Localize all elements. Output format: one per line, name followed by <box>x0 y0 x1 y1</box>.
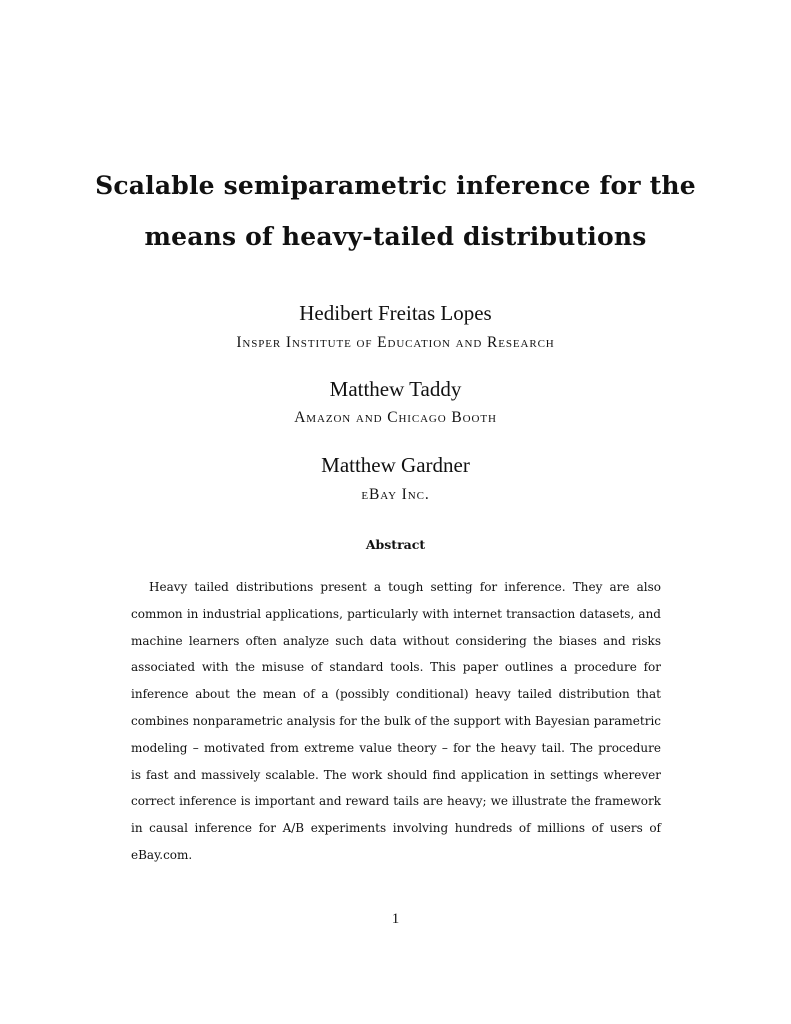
abstract-line: in causal inference for A/B experiments involving hundreds of millions of users of <box>131 821 661 836</box>
author-affiliation: Amazon and Chicago Booth <box>294 409 497 426</box>
abstract-line: inference about the mean of a (possibly conditional) heavy tailed distribution that <box>131 687 661 702</box>
abstract-line: correct inference is important and reward tails are heavy; we illustrate the framework <box>131 794 661 809</box>
abstract-line: Heavy tailed distributions present a tough setting for inference. They are also <box>149 580 661 594</box>
author-name: Matthew Gardner <box>321 453 470 477</box>
author-affiliation: eBay Inc. <box>361 486 430 503</box>
abstract-line: is fast and massively scalable. The work should find application in settings wherever <box>131 767 661 782</box>
abstract-heading: Abstract <box>365 537 426 552</box>
paper-title: Scalable semiparametric inference for the means of heavy-tailed distributions <box>95 171 696 251</box>
author-affiliation: Insper Institute of Education and Research <box>236 334 555 351</box>
author-name: Hedibert Freitas Lopes <box>299 301 492 325</box>
abstract-line: combines nonparametric analysis for the bulk of the support with Bayesian parametric <box>131 713 661 728</box>
abstract-line: common in industrial applications, particularly with internet transaction datasets, and <box>131 606 661 621</box>
page-number: 1 <box>391 911 400 927</box>
abstract-line: machine learners often analyze such data without considering the biases and risks <box>131 633 661 648</box>
abstract-line: modeling – motivated from extreme value theory – for the heavy tail. The procedure <box>131 740 661 755</box>
abstract-line: eBay.com. <box>131 847 193 862</box>
abstract-body <box>131 574 661 869</box>
author-name: Matthew Taddy <box>329 377 462 401</box>
abstract-line: associated with the misuse of standard tools. This paper outlines a procedure for <box>131 660 661 675</box>
